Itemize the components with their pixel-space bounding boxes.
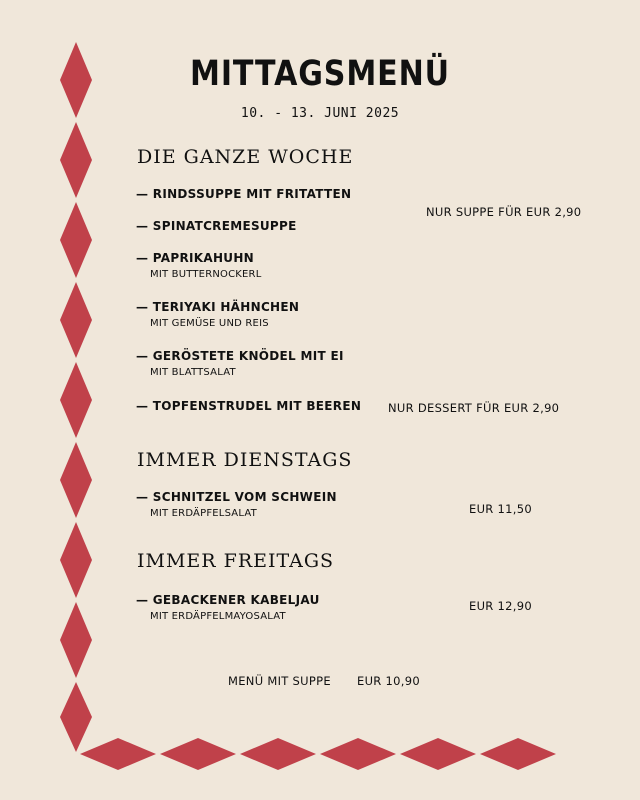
item-name: — GERÖSTETE KNÖDEL MIT EI [136, 349, 344, 363]
section-heading-week: DIE GANZE WOCHE [137, 146, 354, 168]
diamond-shape [60, 122, 92, 198]
item-name: — SCHNITZEL VOM SCHWEIN [136, 490, 337, 504]
menu-item [136, 399, 361, 413]
diamond-shape [60, 602, 92, 678]
dessert-price: NUR DESSERT FÜR EUR 2,90 [388, 401, 560, 415]
diamond-shape [60, 282, 92, 358]
diamond-shape [240, 738, 316, 770]
section-heading-friday: IMMER FREITAGS [137, 550, 335, 572]
item-description: MIT BUTTERNOCKERL [150, 269, 262, 280]
item-name: — GEBACKENER KABELJAU [136, 593, 320, 607]
diamond-shape [160, 738, 236, 770]
menu-item [136, 187, 351, 201]
diamond-shape [480, 738, 556, 770]
menu-item [136, 251, 261, 280]
diamond-shape [60, 362, 92, 438]
section-heading-tuesday: IMMER DIENSTAGS [137, 449, 353, 471]
footer-price: EUR 10,90 [357, 674, 420, 688]
diamond-shape [60, 202, 92, 278]
item-name: — RINDSSUPPE MIT FRITATTEN [136, 187, 352, 201]
item-name: — SPINATCREMESUPPE [136, 219, 297, 233]
diamond-shape [80, 738, 156, 770]
menu-item [136, 300, 299, 329]
diamond-shape [320, 738, 396, 770]
diamond-shape [60, 682, 92, 752]
item-description: MIT GEMÜSE UND REIS [150, 318, 269, 329]
item-name: — TOPFENSTRUDEL MIT BEEREN [136, 399, 362, 413]
page-title: MITTAGSMENÜ [190, 54, 450, 94]
diamond-shape [60, 522, 92, 598]
menu-item [136, 349, 344, 378]
item-description: MIT ERDÄPFELSALAT [150, 508, 257, 519]
soup-price: NUR SUPPE FÜR EUR 2,90 [426, 205, 582, 219]
menu-date: 10. - 13. JUNI 2025 [240, 106, 400, 121]
friday-price: EUR 12,90 [469, 599, 532, 613]
item-description: MIT ERDÄPFELMAYOSALAT [150, 611, 286, 622]
item-name: — TERIYAKI HÄHNCHEN [136, 300, 300, 314]
menu-item [136, 219, 297, 233]
footer-label: MENÜ MIT SUPPE [228, 674, 331, 688]
tuesday-price: EUR 11,50 [469, 502, 532, 516]
diamond-shape [400, 738, 476, 770]
item-name: — PAPRIKAHUHN [136, 251, 255, 265]
diamond-shape [60, 442, 92, 518]
menu-item [136, 490, 337, 519]
item-description: MIT BLATTSALAT [150, 367, 236, 378]
menu-item [136, 593, 320, 622]
